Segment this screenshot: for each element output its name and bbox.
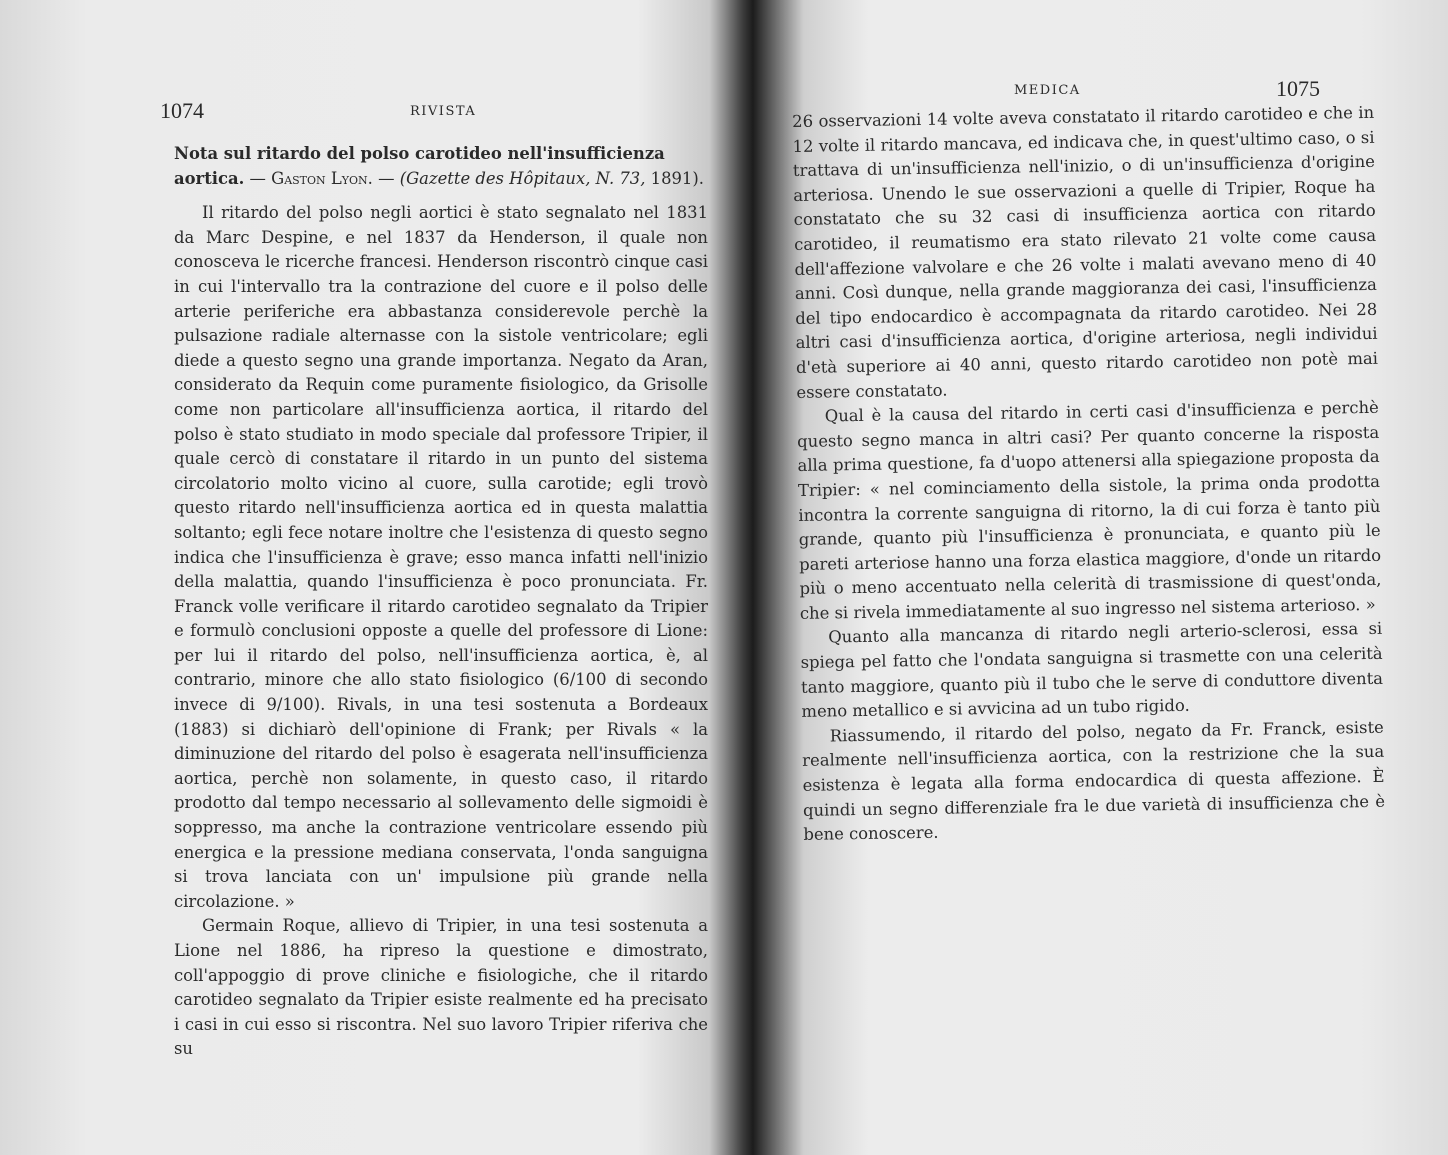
left-page-text bbox=[174, 142, 708, 1062]
running-head: RIVISTA bbox=[410, 104, 477, 119]
article-title bbox=[174, 142, 708, 191]
paragraph: Il ritardo del polso negli aortici è stato segnalato nel 1831 da Marc Despine, e nel 1837 da Henderson, il quale non conosceva le ricerche francesi. Henderson riscontrò cinque casi in cui l'intervallo tra la contrazione del cuore e il polso delle arterie periferiche era abbastanza considerevole perchè la pulsazione radiale alternasse con la sistole ventricolare; egli diede a questo segno una grande importanza. Negato da Aran, considerato da Requin come puramente fisiologico, da Grisolle come non particolare all'insufficienza aortica, il ritardo del polso è stato studiato in modo speciale dal professore Tripier, il quale cercò di constatare il ritardo in un punto del sistema circolatorio molto vicino al cuore, sulla carotide; egli trovò questo ritardo nell'insufficienza aortica ed in questa malattia soltanto; egli fece notare inoltre che l'esistenza di questo segno indica che l'insufficienza è grave; esso manca infatti nell'inizio della malattia, quando l'insufficienza è poco pronunciata. Fr. Franck volle verificare il ritardo carotideo segnalato da Tripier e formulò conclusioni opposte a quelle del professore di Lione: per lui il ritardo del polso, nell'insufficienza aortica, è, al contrario, minore che allo stato fisiologico (6/100 di secondo invece di 9/100). Rivals, in una tesi sostenuta a Bordeaux (1883) si dichiarò dell'opinione di Frank; per Rivals « la diminuzione del ritardo del polso è esagerata nell'insufficienza aortica, perchè non solamente, in questo caso, il ritardo prodotto dal tempo necessario al sollevamento delle sigmoidi è soppresso, ma anche la contrazione ventricolare essendo più energica e la pressione mediana conservata, l'onda sanguigna si trova lanciata con un' impulsione più grande nella circolazione. » bbox=[174, 203, 708, 911]
article-year: 1891). bbox=[645, 168, 704, 188]
paragraph: 26 osservazioni 14 volte aveva constatato il ritardo carotideo e che in 12 volte il ritardo mancava, ed indicava che, in quest'ultimo caso, o si trattava di un'insufficienza nell'inizio, o di un'insufficienza d'origine arteriosa. Unendo le sue osservazioni a quelle di Tripier, Roque ha constatato che su 32 casi di insufficienza aortica con ritardo carotideo, il reumatismo era stato rilevato 21 volte come causa dell'affezione valvolare e che 26 volte i malati avevano meno di 40 anni. Così dunque, nella grande maggioranza dei casi, l'insufficienza del tipo endocardico è accompagnata da ritardo carotideo. Nei 28 altri casi d'insufficienza aortica, d'origine arteriosa, negli individui d'età superiore ai 40 anni, questo ritardo carotideo non potè mai essere constatato. bbox=[792, 102, 1379, 402]
right-page-text bbox=[792, 101, 1386, 848]
paragraph: Quanto alla mancanza di ritardo negli arterio-sclerosi, essa si spiega pel fatto che l'ondata sanguigna si trasmette con una celerità tanto maggiore, quanto più il tubo che le serve di conduttore diventa meno metallico e si avvicina ad un tubo rigido. bbox=[800, 619, 1384, 722]
right-page bbox=[752, 0, 1448, 1155]
running-head: MEDICA bbox=[1014, 83, 1081, 98]
article-author: — Gaston Lyon. — bbox=[244, 168, 400, 188]
page-number: 1074 bbox=[160, 98, 204, 123]
paragraph: Germain Roque, allievo di Tripier, in una tesi sostenuta a Lione nel 1886, ha ripreso la questione e dimostrato, coll'appoggio di prove cliniche e fisiologiche, che il ritardo carotideo segnalato da Tripier esiste realmente ed ha precisato i casi in cui esso si riscontra. Nel suo lavoro Tripier riferiva che su bbox=[174, 916, 708, 1059]
article-source: (Gazette des Hôpitaux, N. 73, bbox=[399, 168, 646, 188]
paragraph: Riassumendo, il ritardo del polso, negato da Fr. Franck, esiste realmente nell'insufficienza aortica, con la restrizione che la sua esistenza è legata alla forma endocardica di questa affezione. È quindi un segno differenziale fra le due varietà di insufficienza che è bene conoscere. bbox=[802, 717, 1386, 845]
article-title-text: Nota sul ritardo del polso carotideo nell'insufficienza aortica. bbox=[174, 144, 665, 188]
page-number: 1075 bbox=[1276, 76, 1320, 101]
paragraph: Qual è la causa del ritardo in certi casi d'insufficienza e perchè questo segno manca in altri casi? Per quanto concerne la risposta alla prima questione, fa d'uopo attenersi alla spiegazione proposta da Tripier: « nel cominciamento della sistole, la prima onda prodotta incontra la corrente sanguigna di ritorno, la di cui forza è tanto più grande, quanto più l'insufficienza è pronunciata, e quanto più le pareti arteriose hanno una forza elastica maggiore, d'onde un ritardo più o meno accentuato nella celerità di trasmissione di quest'onda, che si rivela immediatamente al suo ingresso nel sistema arterioso. » bbox=[797, 397, 1382, 623]
